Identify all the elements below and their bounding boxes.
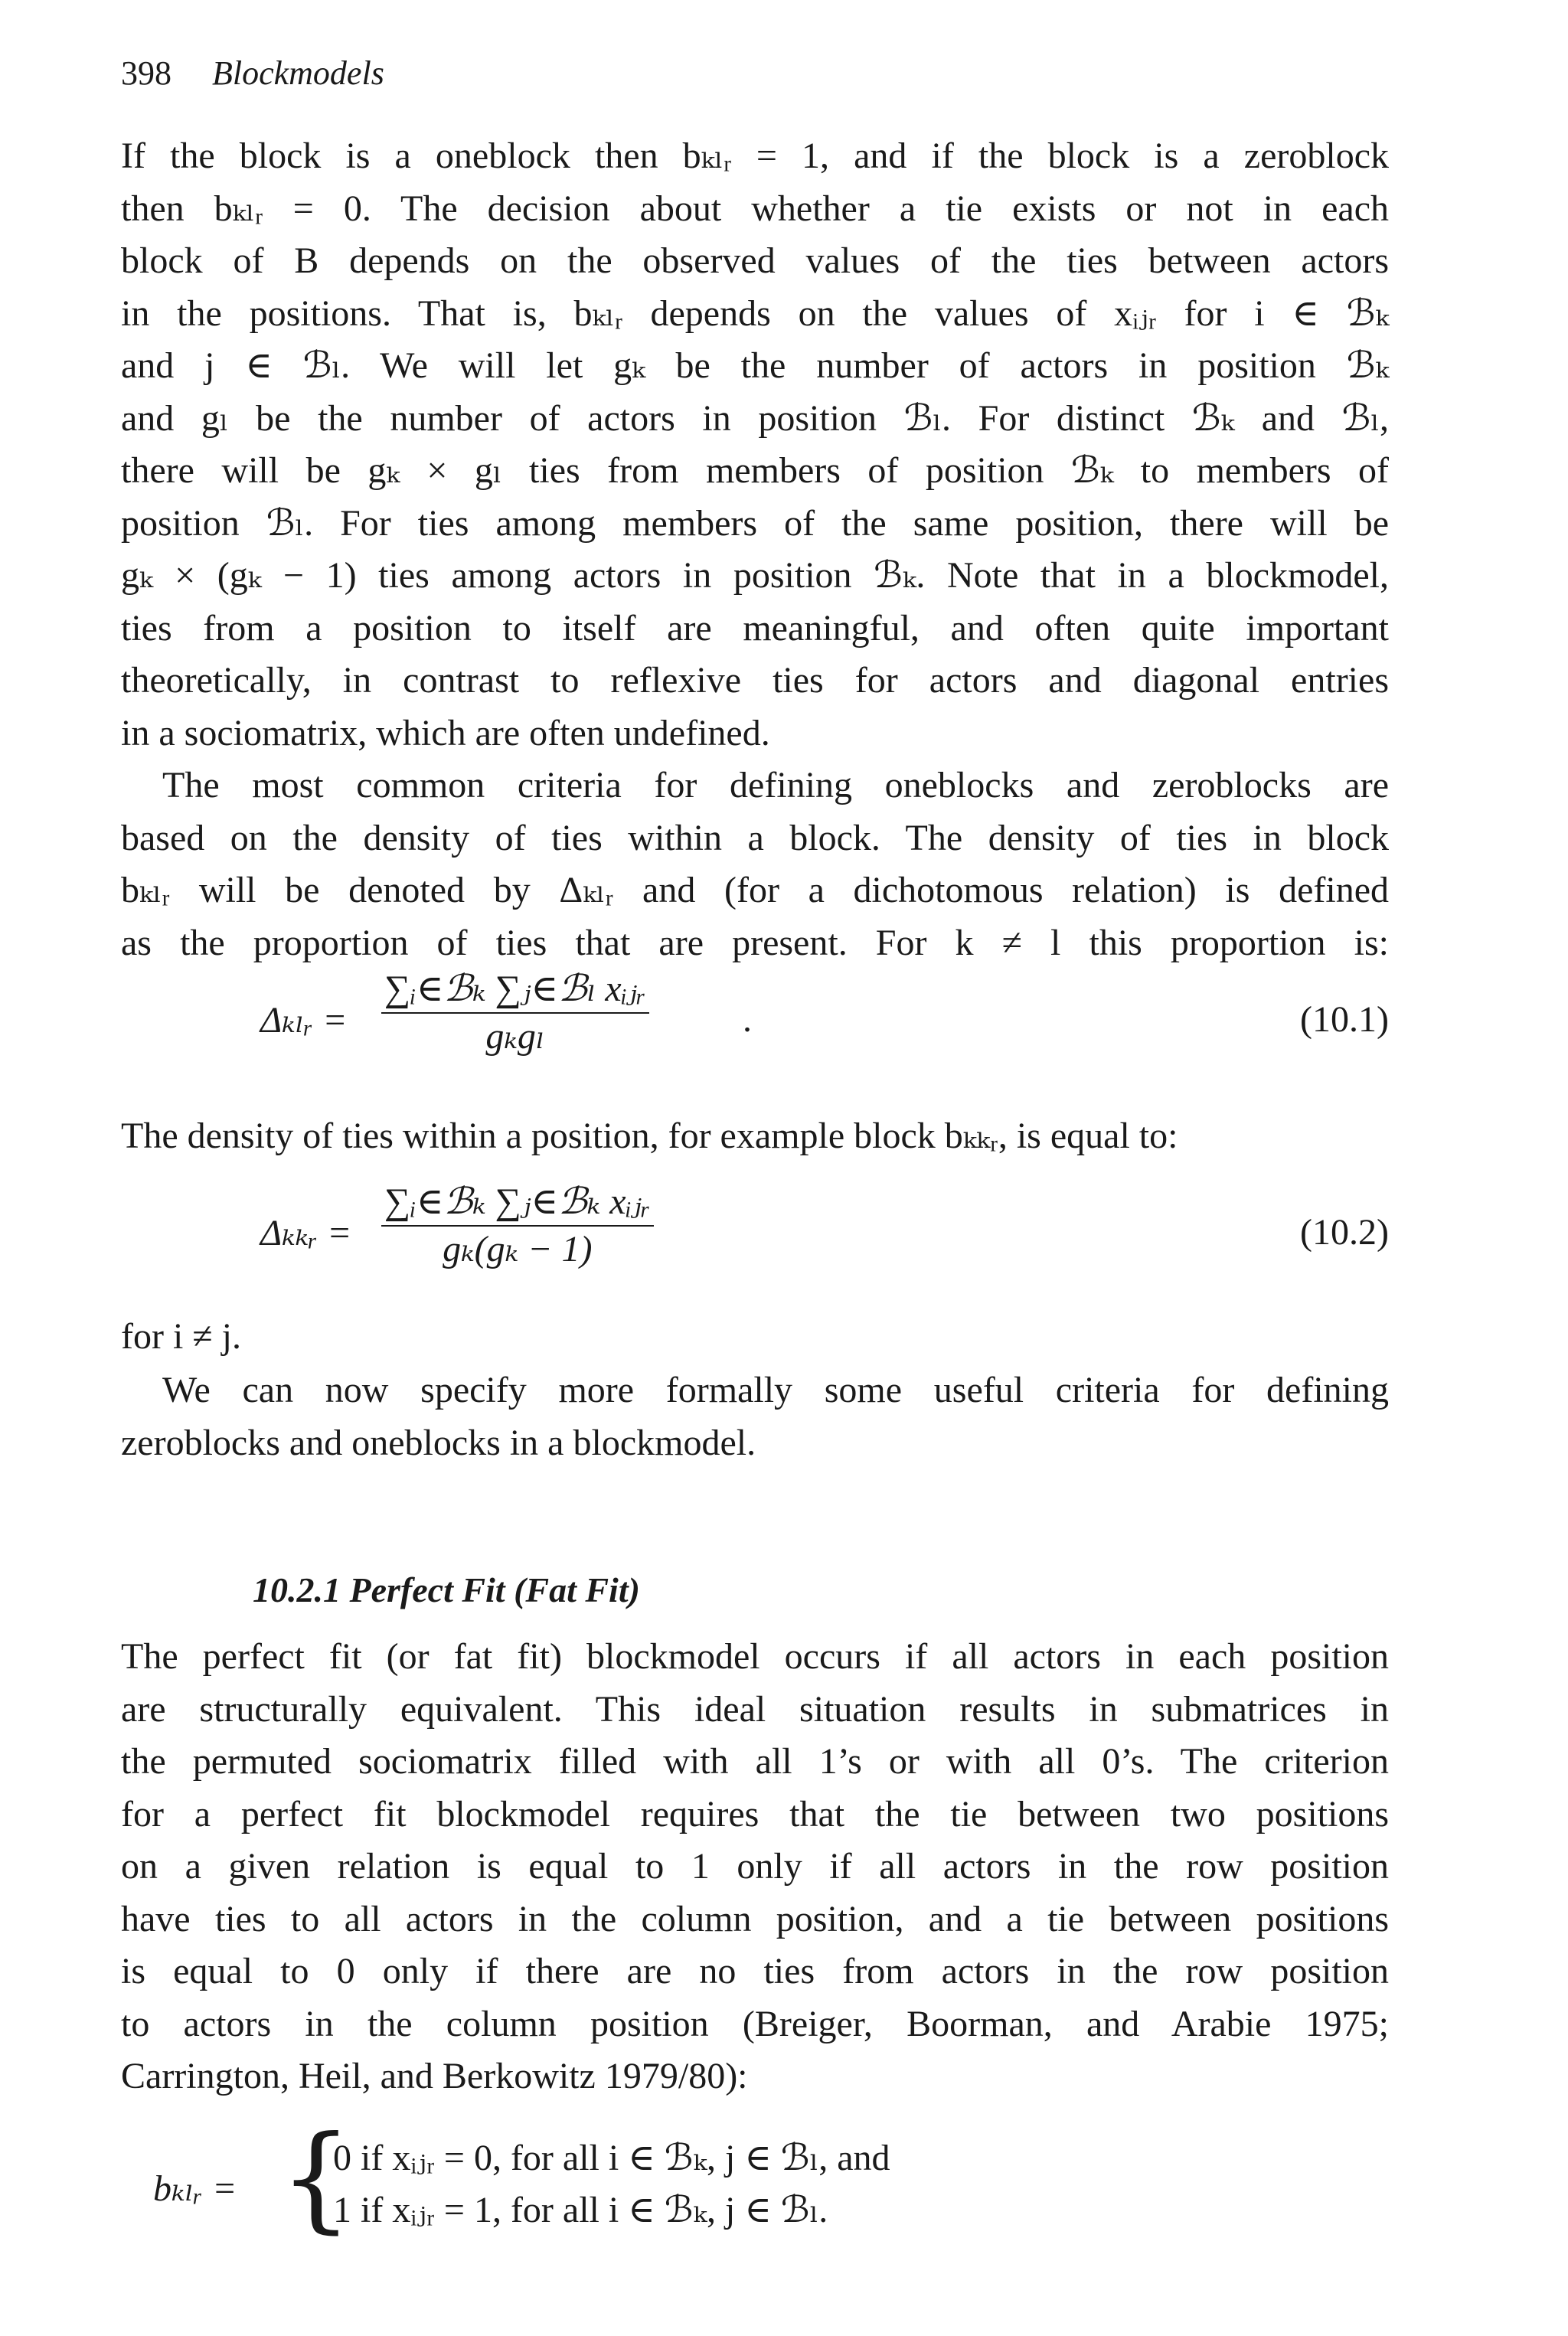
- text-line: there will be gₖ × gₗ ties from members of position ℬₖ to members of: [121, 450, 1389, 491]
- equation-numerator: ∑ᵢ∈ℬₖ ∑ⱼ∈ℬₗ xᵢⱼᵣ: [381, 966, 649, 1014]
- equation-lhs: bₖₗᵣ =: [153, 2168, 237, 2209]
- page-number: 398: [121, 54, 172, 92]
- text-line: zeroblocks and oneblocks in a blockmodel.: [121, 1422, 756, 1463]
- text-line: on a given relation is equal to 1 only if all actors in the row position: [121, 1846, 1389, 1887]
- text-line: block of B depends on the observed values of the ties between actors: [121, 240, 1389, 281]
- text-line: are structurally equivalent. This ideal situation results in submatrices in: [121, 1688, 1389, 1730]
- section-heading: 10.2.1 Perfect Fit (Fat Fit): [253, 1570, 640, 1609]
- paragraph-within-density: [121, 1110, 1389, 1163]
- text-line: theoretically, in contrast to reflexive ties for actors and diagonal entries: [121, 660, 1389, 701]
- text-line: and j ∈ ℬₗ. We will let gₖ be the number of actors in position ℬₖ: [121, 345, 1389, 386]
- text-line: as the proportion of ties that are present. For k ≠ l this proportion is:: [121, 922, 1389, 963]
- text-line: If the block is a oneblock then bₖₗᵣ = 1, and if the block is a zeroblock: [121, 136, 1389, 176]
- text-line: in a sociomatrix, which are often undefined.: [121, 712, 770, 753]
- equation-fraction: [381, 1179, 654, 1273]
- text-line: The most common criteria for defining oneblocks and zeroblocks are: [162, 765, 1389, 805]
- text-line: for i ≠ j.: [121, 1316, 241, 1357]
- text-line: The perfect fit (or fat fit) blockmodel occurs if all actors in each position: [121, 1636, 1389, 1677]
- text-line: We can now specify more formally some useful criteria for defining: [162, 1370, 1389, 1410]
- text-line: The density of ties within a position, for example block bₖₖᵣ, is equal to:: [121, 1116, 1178, 1156]
- paragraph-transition: [121, 1364, 1389, 1469]
- equation-denominator: gₖgₗ: [485, 1016, 545, 1057]
- text-line: Carrington, Heil, and Berkowitz 1979/80):: [121, 2056, 748, 2096]
- paragraph-block-definitions: [121, 130, 1389, 760]
- text-line: is equal to 0 only if there are no ties from actors in the row position: [121, 1951, 1389, 1991]
- equation-number: (10.2): [1300, 1212, 1389, 1253]
- equation-lhs: Δₖₖᵣ =: [260, 1213, 352, 1253]
- case-row-zero: 0 if xᵢⱼᵣ = 0, for all i ∈ ℬₖ, j ∈ ℬₗ, and: [333, 2138, 890, 2178]
- text-line: position ℬₗ. For ties among members of the same position, there will be: [121, 502, 1389, 544]
- equation-10-2: [121, 1179, 1389, 1286]
- text-line: bₖₗᵣ will be denoted by Δₖₗᵣ and (for a dichotomous relation) is defined: [121, 870, 1389, 910]
- paragraph-perfect-fit: [121, 1631, 1389, 2103]
- text-line: gₖ × (gₖ − 1) ties among actors in position ℬₖ. Note that in a blockmodel,: [121, 555, 1389, 596]
- equation-fraction: [381, 966, 649, 1060]
- left-brace: {: [279, 2112, 353, 2245]
- text-line: have ties to all actors in the column position, and a tie between positions: [121, 1898, 1389, 1939]
- text-line: ties from a position to itself are meaningful, and often quite important: [121, 607, 1389, 649]
- equation-period: .: [743, 999, 752, 1040]
- text-line: and gₗ be the number of actors in position ℬₗ. For distinct ℬₖ and ℬₗ,: [121, 397, 1389, 439]
- text-line: based on the density of ties within a block. The density of ties in block: [121, 817, 1389, 858]
- text-line: to actors in the column position (Breiger, Boorman, and Arabie 1975;: [121, 2003, 1389, 2044]
- equation-lhs: Δₖₗᵣ =: [260, 1000, 348, 1041]
- text-line: the permuted sociomatrix filled with all 1’s or with all 0’s. The criterion: [121, 1741, 1389, 1782]
- equation-numerator: ∑ᵢ∈ℬₖ ∑ⱼ∈ℬₖ xᵢⱼᵣ: [381, 1179, 654, 1227]
- paragraph-condition: [121, 1311, 1389, 1364]
- equation-denominator: gₖ(gₖ − 1): [443, 1229, 593, 1269]
- text-line: then bₖₗᵣ = 0. The decision about whether a tie exists or not in each: [121, 188, 1389, 229]
- case-row-one: 1 if xᵢⱼᵣ = 1, for all i ∈ ℬₖ, j ∈ ℬₗ.: [333, 2190, 828, 2230]
- running-title: Blockmodels: [212, 54, 384, 92]
- running-head: [121, 54, 384, 93]
- text-line: for a perfect fit blockmodel requires that the tie between two positions: [121, 1793, 1389, 1834]
- text-line: in the positions. That is, bₖₗᵣ depends on the values of xᵢⱼᵣ for i ∈ ℬₖ: [121, 292, 1389, 334]
- equation-number: (10.1): [1300, 999, 1389, 1040]
- paragraph-density-criteria: [121, 760, 1389, 969]
- equation-10-1: [121, 966, 1389, 1073]
